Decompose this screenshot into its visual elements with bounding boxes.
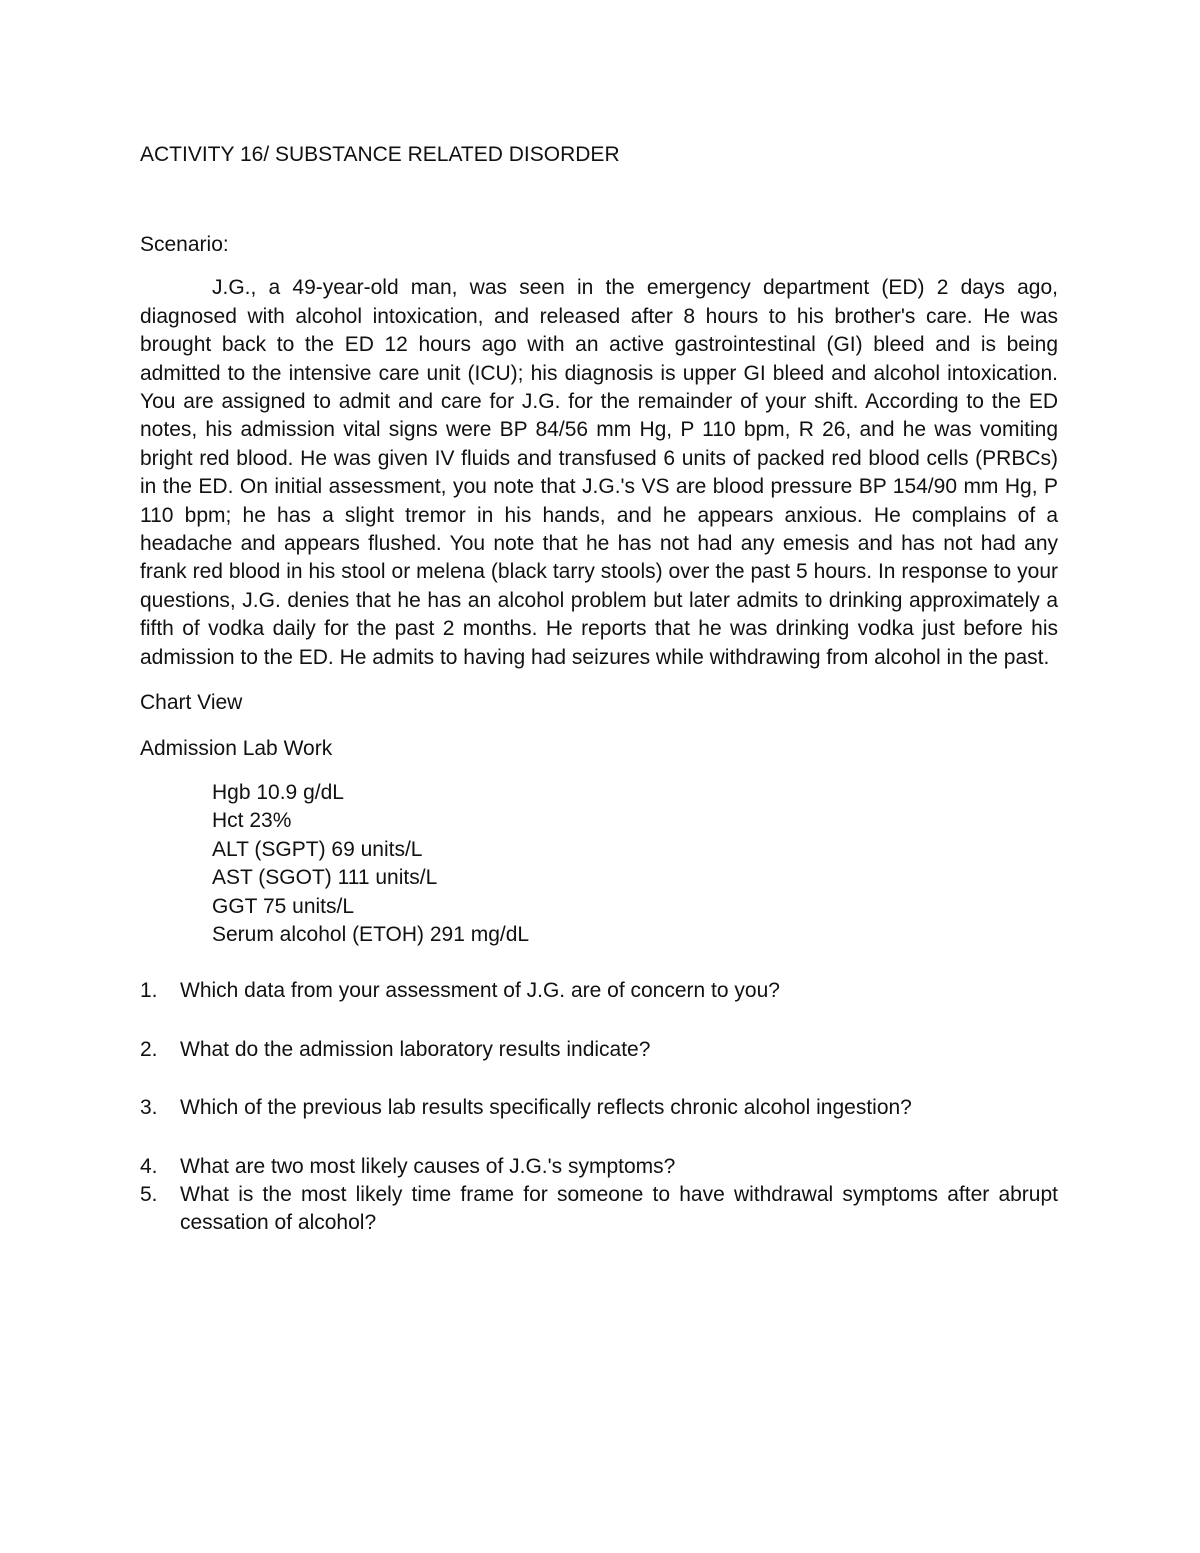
question-item-1	[140, 977, 1058, 1005]
question-text: Which data from your assessment of J.G. are of concern to you?	[180, 979, 780, 1003]
document-body	[140, 141, 1058, 1238]
lab-result-etoh: Serum alcohol (ETOH) 291 mg/dL	[212, 922, 530, 946]
question-number: 4.	[140, 1154, 158, 1178]
question-item-4	[140, 1153, 1058, 1181]
question-number: 3.	[140, 1096, 158, 1120]
question-text: What are two most likely causes of J.G.'s symptoms?	[180, 1154, 676, 1178]
scenario-paragraph: J.G., a 49-year-old man, was seen in the emergency department (ED) 2 days ago, diagnosed with alcohol intoxication, and released after 8 hours to his brother's care. He was brought back to the ED 12 hours ago with an active gastrointestinal (GI) bleed and is being admitted to the intensive care unit (ICU); his diagnosis is upper GI bleed and alcohol intoxication. You are assigned to admit and care for J.G. for the remainder of your shift. According to the ED notes, his admission vital signs were BP 84/56 mm Hg, P 110 bpm, R 26, and he was vomiting bright red blood. He was given IV fluids and transfused 6 units of packed red blood cells (PRBCs) in the ED. On initial assessment, you note that J.G.'s VS are blood pressure BP 154/90 mm Hg, P 110 bpm; he has a slight tremor in his hands, and he appears anxious. He complains of a headache and appears flushed. You note that he has not had any emesis and has not had any frank red blood in his stool or melena (black tarry stools) over the past 5 hours. In response to your questions, J.G. denies that he has an alcohol problem but later admits to drinking approximately a fifth of vodka daily for the past 2 months. He reports that he was drinking vodka just before his admission to the ED. He admits to having had seizures while withdrawing from alcohol in the past.	[140, 276, 1058, 669]
question-text: What is the most likely time frame for someone to have withdrawal symptoms after abrupt cessation of alcohol?	[180, 1182, 1058, 1235]
question-item-5	[140, 1181, 1058, 1238]
lab-result-ast: AST (SGOT) 111 units/L	[212, 866, 438, 890]
lab-result-hct: Hct 23%	[212, 809, 292, 833]
lab-results-list	[212, 779, 1058, 949]
question-item-3	[140, 1094, 1058, 1122]
lab-result-alt: ALT (SGPT) 69 units/L	[212, 837, 423, 861]
question-list	[140, 977, 1058, 1237]
question-number: 2.	[140, 1037, 158, 1061]
lab-result-ggt: GGT 75 units/L	[212, 894, 355, 918]
lab-work-label: Admission Lab Work	[140, 736, 333, 760]
question-text: What do the admission laboratory results indicate?	[180, 1037, 651, 1061]
question-number: 1.	[140, 979, 158, 1003]
document-title: ACTIVITY 16/ SUBSTANCE RELATED DISORDER	[140, 143, 620, 166]
scenario-label: Scenario:	[140, 233, 229, 256]
question-item-2	[140, 1036, 1058, 1064]
chart-view-label: Chart View	[140, 691, 243, 715]
question-text: Which of the previous lab results specifically reflects chronic alcohol ingestion?	[180, 1096, 912, 1120]
lab-result-hgb: Hgb 10.9 g/dL	[212, 780, 344, 804]
question-number: 5.	[140, 1182, 158, 1206]
